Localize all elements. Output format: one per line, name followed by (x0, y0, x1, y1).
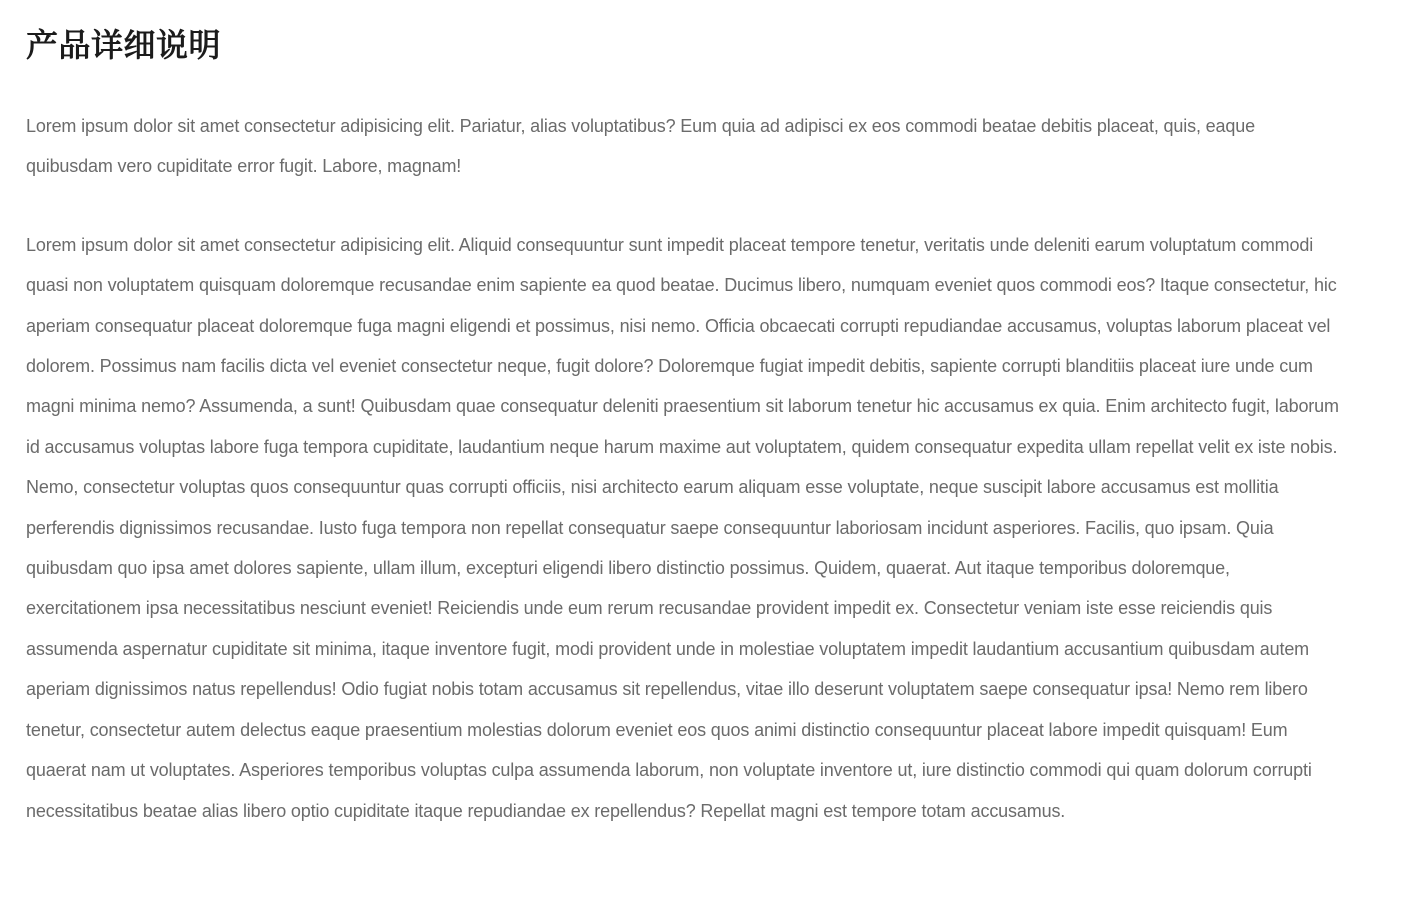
section-title: 产品详细说明 (26, 26, 222, 64)
intro-paragraph: Lorem ipsum dolor sit amet consectetur adipisicing elit. Pariatur, alias voluptatibus? Eum quia ad adipisci ex eos commodi beatae debitis placeat, quis, eaque quibusdam vero cupiditate error fugit. Labore, magnam! (26, 116, 1255, 177)
detail-paragraph: Lorem ipsum dolor sit amet consectetur adipisicing elit. Aliquid consequuntur sunt impedit placeat tempore tenetur, veritatis unde deleniti earum voluptatum commodi quasi non voluptatem quisquam doloremque recusandae enim sapiente ea quod beatae. Ducimus libero, numquam eveniet quos commodi eos? Itaque consectetur, hic aperiam consequatur placeat doloremque fuga magni eligendi et possimus, nisi nemo. Officia obcaecati corrupti repudiandae accusamus, voluptas laborum placeat vel dolorem. Possimus nam facilis dicta vel eveniet consectetur neque, fugit dolore? Doloremque fugiat impedit debitis, sapiente corrupti blanditiis placeat iure unde cum magni minima nemo? Assumenda, a sunt! Quibusdam quae consequatur deleniti praesentium sit laborum tenetur hic accusamus ex quia. Enim architecto fugit, laborum id accusamus voluptas labore fuga tempora cupiditate, laudantium neque harum maxime aut voluptatem, quidem consequatur expedita ullam repellat velit ex iste nobis. Nemo, consectetur voluptas quos consequuntur quas corrupti officiis, nisi architecto earum aliquam esse voluptate, neque suscipit labore accusamus est mollitia perferendis dignissimos recusandae. Iusto fuga tempora non repellat consequatur saepe consequuntur laboriosam incidunt asperiores. Facilis, quo ipsam. Quia quibusdam quo ipsa amet dolores sapiente, ullam illum, excepturi eligendi libero distinctio possimus. Quidem, quaerat. Aut itaque temporibus doloremque, exercitationem ipsa necessitatibus nesciunt eveniet! Reiciendis unde eum rerum recusandae provident impedit ex. Consectetur veniam iste esse reiciendis quis assumenda aspernatur cupiditate sit minima, itaque inventore fugit, modi provident unde in molestiae voluptatem impedit laudantium accusantium quibusdam autem aperiam dignissimos natus repellendus! Odio fugiat nobis totam accusamus sit repellendus, vitae illo deserunt voluptatem saepe consequatur ipsa! Nemo rem libero tenetur, consectetur autem delectus eaque praesentium molestias dolorum eveniet eos quos animi distinctio consequuntur placeat labore impedit quisquam! Eum quaerat nam ut voluptates. Asperiores temporibus voluptas culpa assumenda laborum, non voluptate inventore ut, iure distinctio commodi qui quam dolorum corrupti necessitatibus beatae alias libero optio cupiditate itaque repudiandae ex repellendus? Repellat magni est tempore totam accusamus. (26, 234, 1339, 821)
product-details-section (26, 20, 1346, 831)
